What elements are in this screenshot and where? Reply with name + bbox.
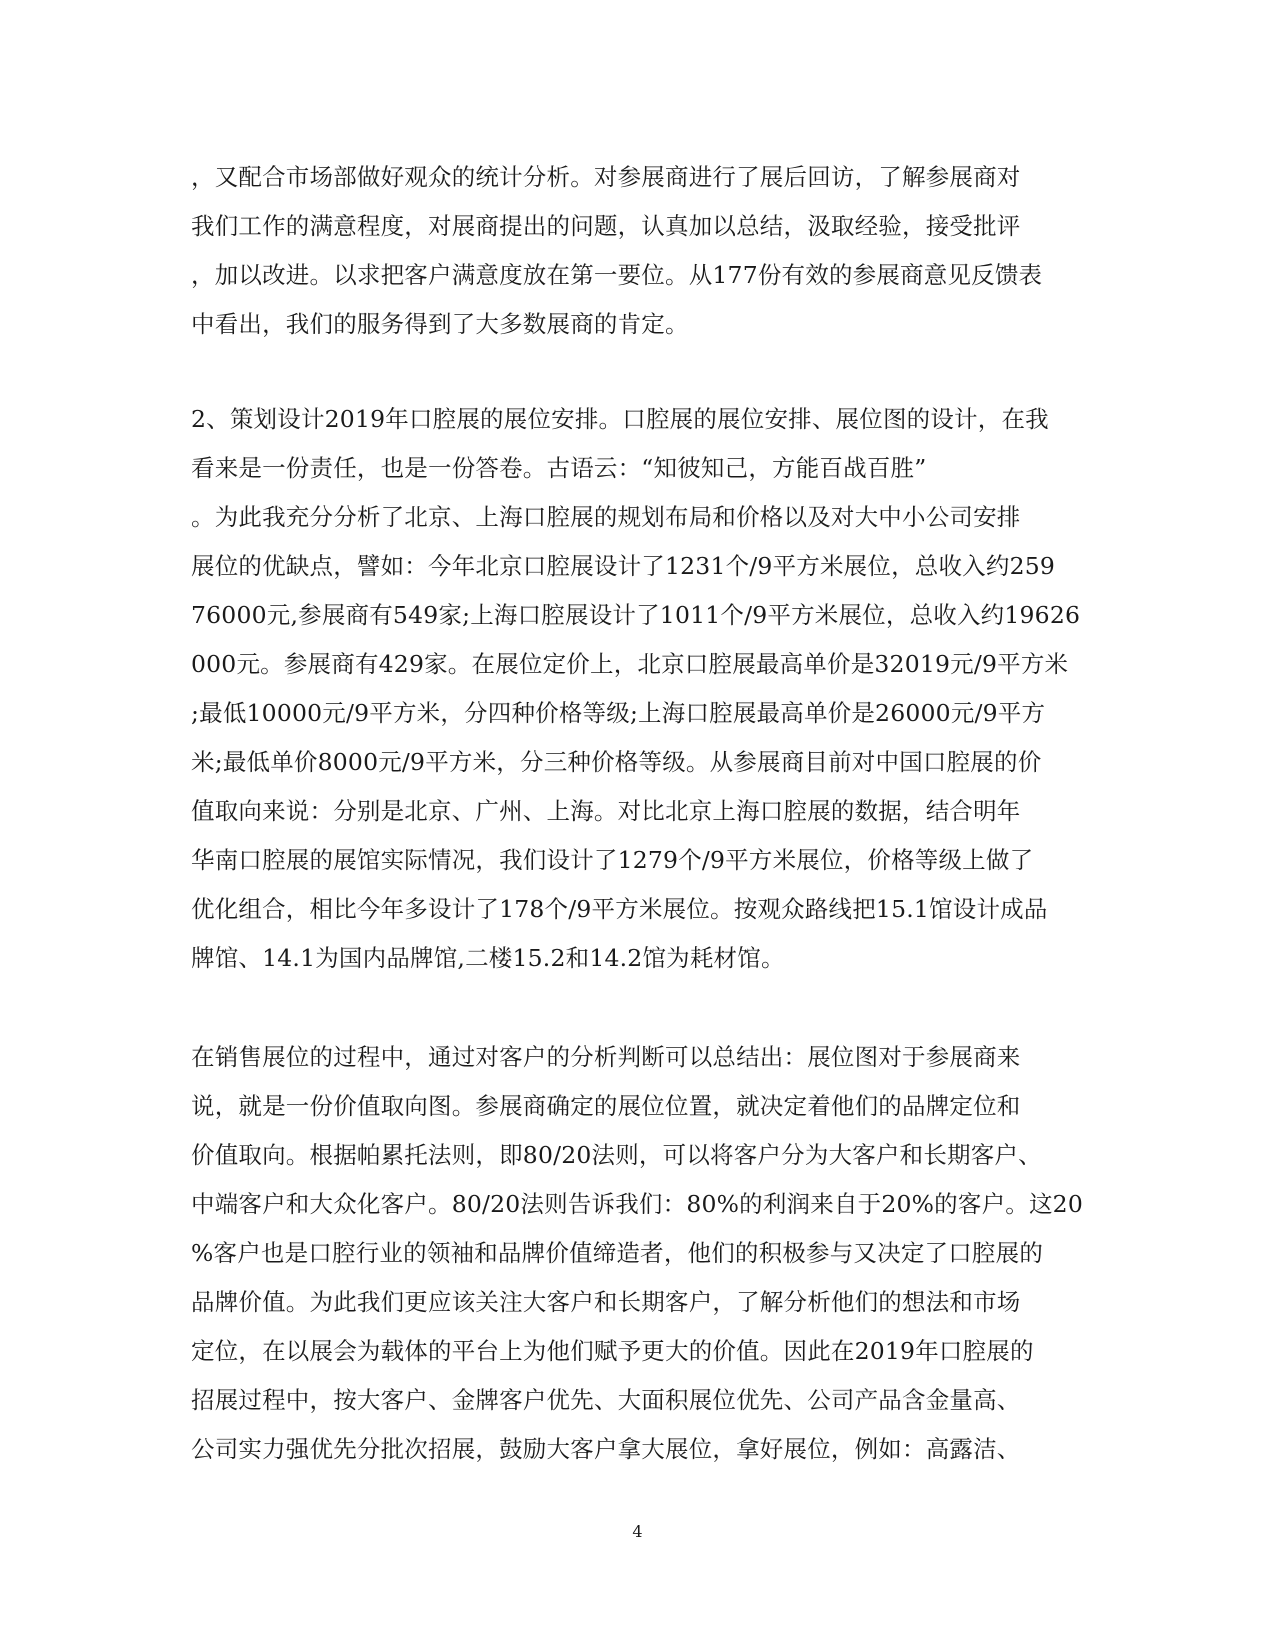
- text-line: 在销售展位的过程中，通过对客户的分析判断可以总结出：展位图对于参展商来: [191, 1043, 1021, 1071]
- text-line: 公司实力强优先分批次招展，鼓励大客户拿大展位，拿好展位，例如：高露洁、: [191, 1435, 1021, 1463]
- text-line: 我们工作的满意程度，对展商提出的问题，认真加以总结，汲取经验，接受批评: [191, 212, 1021, 240]
- text-line: 华南口腔展的展馆实际情况，我们设计了1279个/9平方米展位，价格等级上做了: [191, 846, 1034, 874]
- text-line: 招展过程中，按大客户、金牌客户优先、大面积展位优先、公司产品含金量高、: [191, 1386, 1021, 1414]
- text-line: 看来是一份责任，也是一份答卷。古语云：“知彼知己，方能百战百胜”: [191, 454, 927, 482]
- page-number: 4: [632, 1522, 643, 1541]
- text-line: 定位，在以展会为载体的平台上为他们赋予更大的价值。因此在2019年口腔展的: [191, 1337, 1034, 1365]
- text-line: %客户也是口腔行业的领袖和品牌价值缔造者，他们的积极参与又决定了口腔展的: [191, 1239, 1044, 1267]
- text-line: 中端客户和大众化客户。80/20法则告诉我们：80%的利润来自于20%的客户。这20: [191, 1190, 1083, 1218]
- text-line: 牌馆、14.1为国内品牌馆,二楼15.2和14.2馆为耗材馆。: [191, 944, 785, 972]
- paragraph-booth-sales: [191, 1033, 1091, 1474]
- text-line: ;最低10000元/9平方米，分四种价格等级;上海口腔展最高单价是26000元/9平方: [191, 699, 1046, 727]
- text-line: ，加以改进。以求把客户满意度放在第一要位。从177份有效的参展商意见反馈表: [191, 261, 1043, 289]
- paragraph-exhibitor-feedback: [191, 153, 1091, 349]
- text-line: 76000元,参展商有549家;上海口腔展设计了1011个/9平方米展位，总收入约19626: [191, 601, 1081, 629]
- text-line: 中看出，我们的服务得到了大多数展商的肯定。: [191, 310, 689, 338]
- text-line: 展位的优缺点，譬如：今年北京口腔展设计了1231个/9平方米展位，总收入约259: [191, 552, 1056, 580]
- text-line: 优化组合，相比今年多设计了178个/9平方米展位。按观众路线把15.1馆设计成品: [191, 895, 1048, 923]
- text-line: 价值取向。根据帕累托法则，即80/20法则，可以将客户分为大客户和长期客户、: [191, 1141, 1042, 1169]
- text-line: 2、策划设计2019年口腔展的展位安排。口腔展的展位安排、展位图的设计，在我: [191, 405, 1049, 433]
- text-line: ，又配合市场部做好观众的统计分析。对参展商进行了展后回访，了解参展商对: [191, 163, 1021, 191]
- text-line: 品牌价值。为此我们更应该关注大客户和长期客户，了解分析他们的想法和市场: [191, 1288, 1021, 1316]
- text-line: 000元。参展商有429家。在展位定价上，北京口腔展最高单价是32019元/9平方米: [191, 650, 1069, 678]
- paragraph-booth-planning: [191, 395, 1091, 983]
- text-line: 。为此我充分分析了北京、上海口腔展的规划布局和价格以及对大中小公司安排: [191, 503, 1021, 531]
- text-line: 米;最低单价8000元/9平方米，分三种价格等级。从参展商目前对中国口腔展的价: [191, 748, 1042, 776]
- text-line: 值取向来说：分别是北京、广州、上海。对比北京上海口腔展的数据，结合明年: [191, 797, 1021, 825]
- text-line: 说，就是一份价值取向图。参展商确定的展位位置，就决定着他们的品牌定位和: [191, 1092, 1021, 1120]
